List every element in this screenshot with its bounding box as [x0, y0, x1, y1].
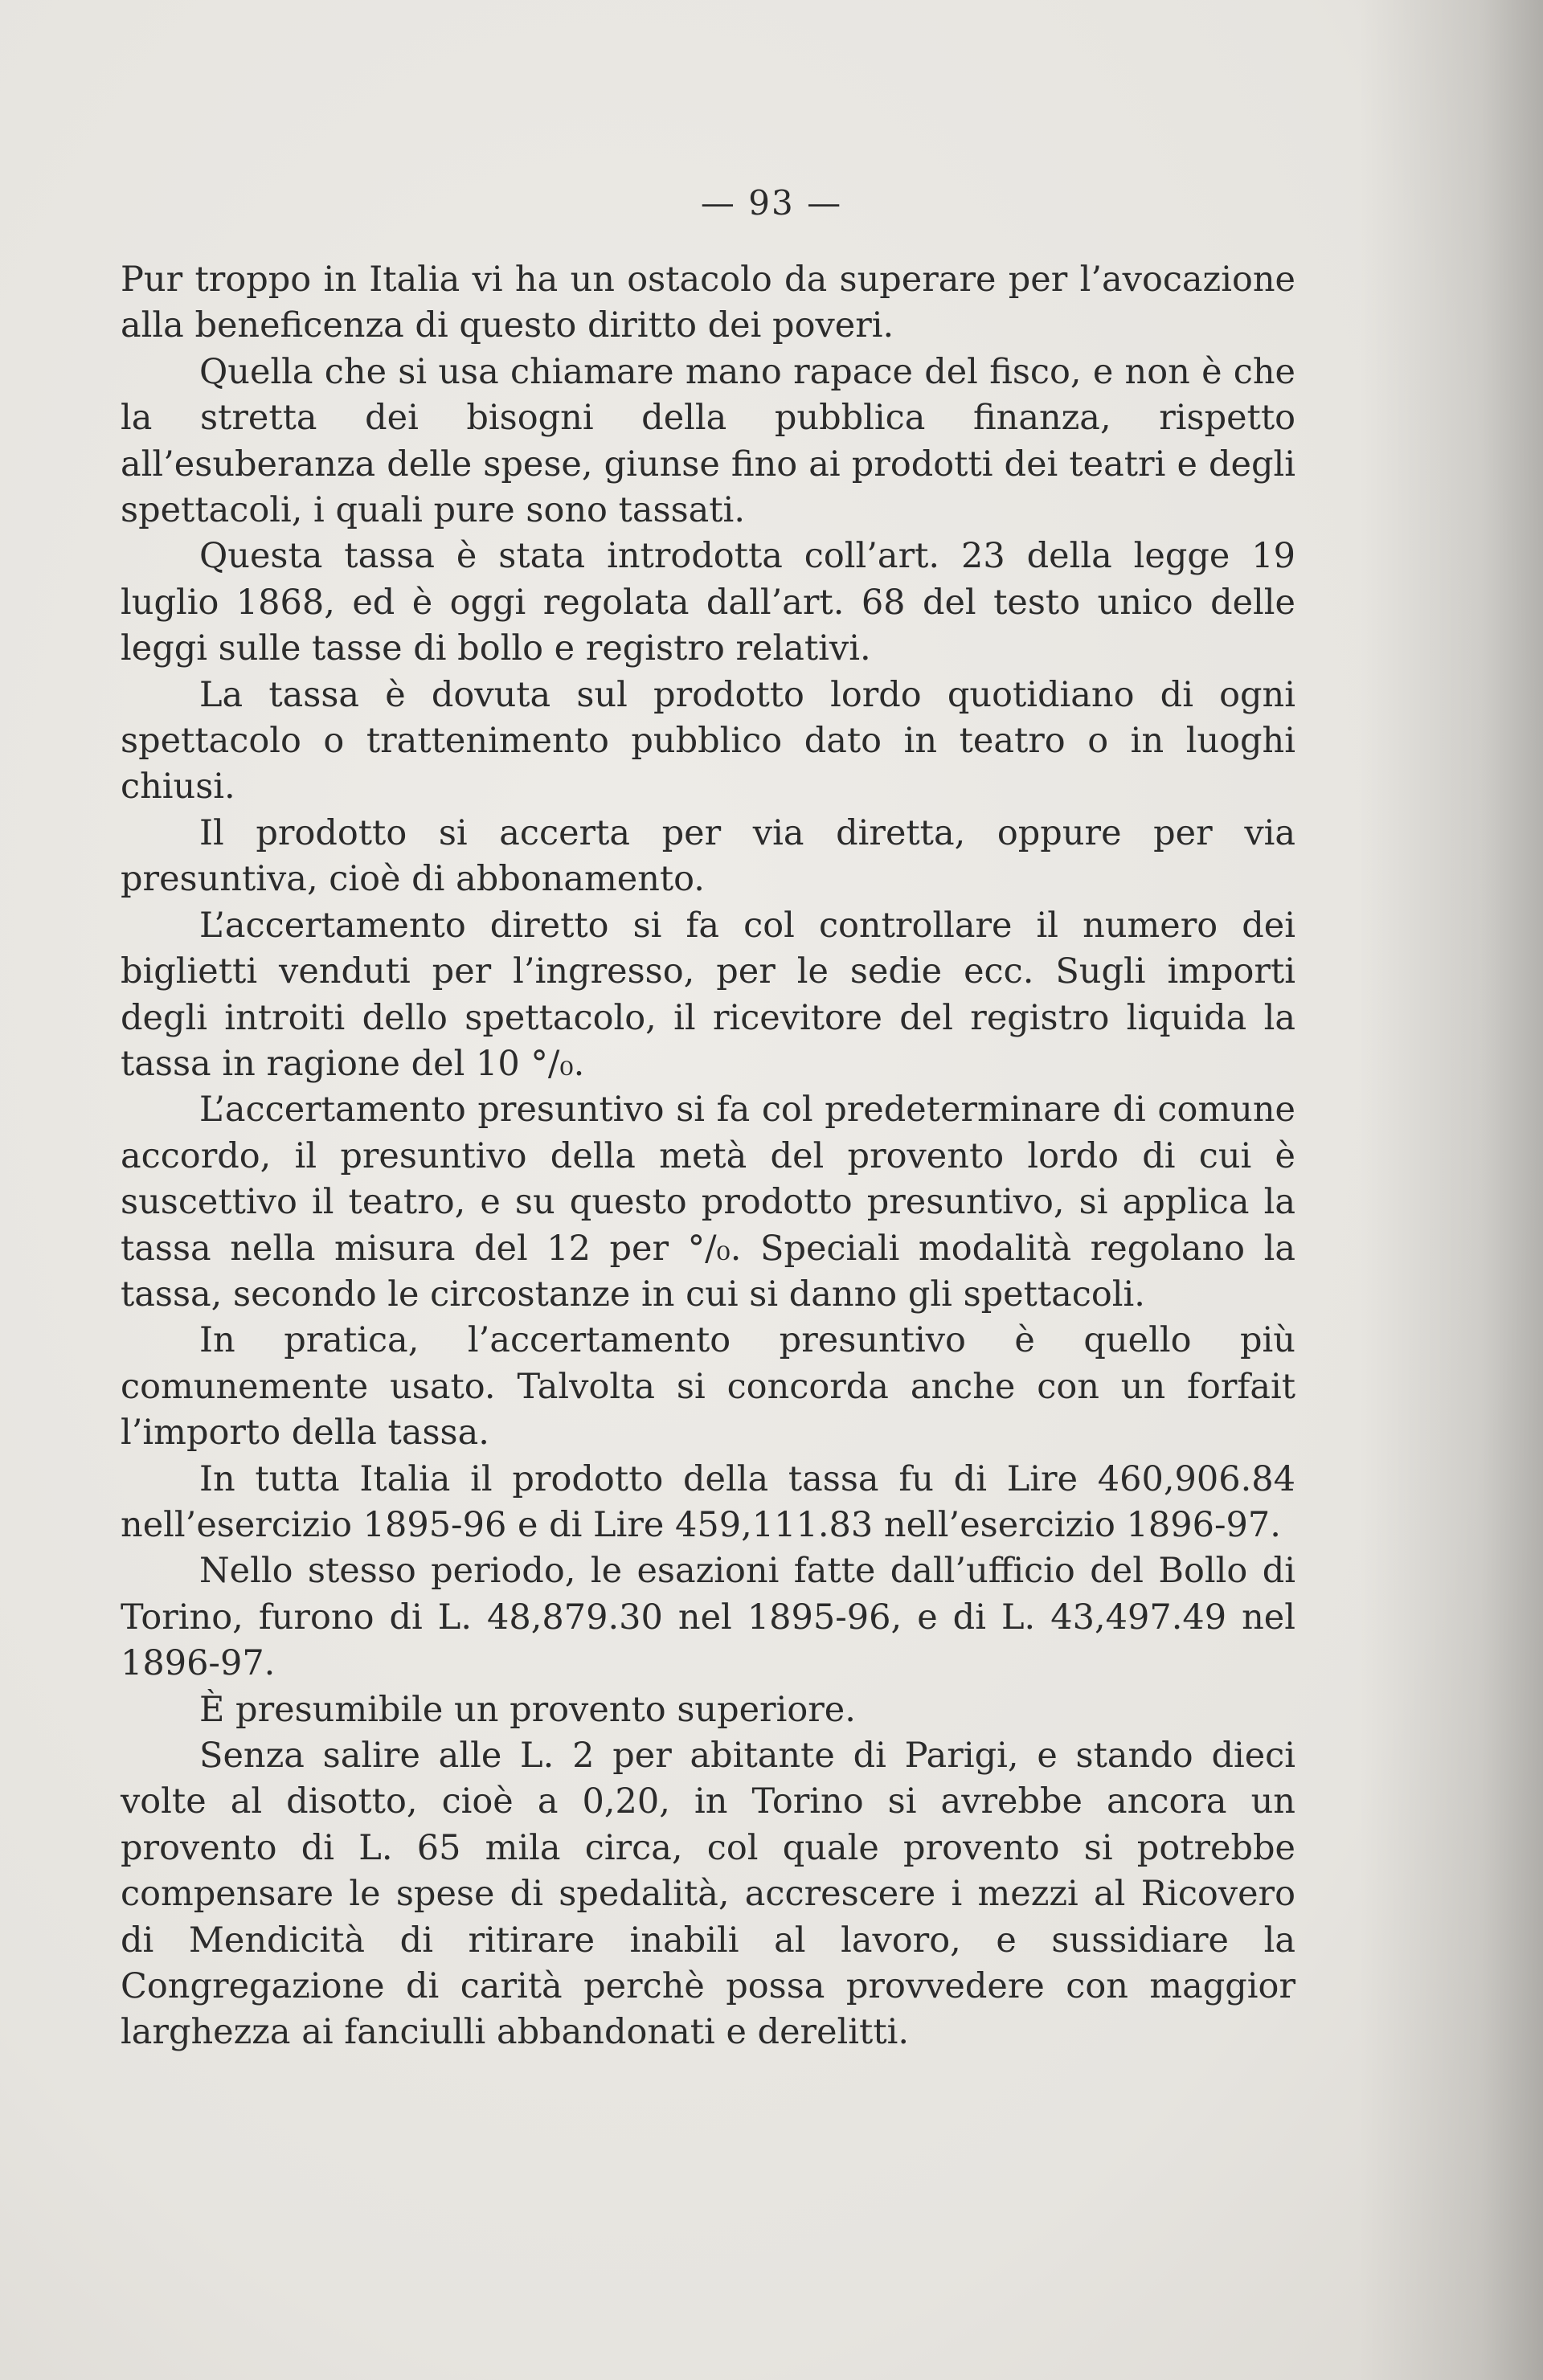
paragraph-11: È presumibile un provento superiore. — [199, 1689, 856, 1730]
paragraph-10: Nello stesso periodo, le esazioni fatte dall’ufficio del Bollo di Torino, furono di L. 48,879.30 nel 1895-96, e di L. 43,497.49 nel 1896-97. — [121, 1551, 1295, 1684]
paragraph-1: Pur troppo in Italia vi ha un ostacolo da superare per l’avocazione alla beneficenza di questo diritto dei poveri. — [121, 260, 1295, 346]
paragraph-2: Quella che si usa chiamare mano rapace del fisco, e non è che la stretta dei bisogni della pubblica finanza, rispetto all’esuberanza delle spese, giunse fino ai prodotti dei teatri e degli spettacoli, i quali pure sono tassati. — [121, 351, 1295, 531]
paragraph-3: Questa tassa è stata introdotta coll’art. 23 della legge 19 luglio 1868, ed è oggi regolata dall’art. 68 del testo unico delle leggi sulle tasse di bollo e registro relativi. — [121, 536, 1295, 669]
paragraph-8: In pratica, l’accertamento presuntivo è quello più comunemente usato. Talvolta si concorda anche con un forfait l’importo della tassa. — [121, 1320, 1295, 1454]
paragraph-4: La tassa è dovuta sul prodotto lordo quotidiano di ogni spettacolo o trattenimento pubblico dato in teatro o in luoghi chiusi. — [121, 674, 1295, 808]
paragraph-9: In tutta Italia il prodotto della tassa fu di Lire 460,906.84 nell’esercizio 1895-96 e di Lire 459,111.83 nell’esercizio 1896-97. — [121, 1458, 1295, 1545]
paragraph-6: L’accertamento diretto si fa col controllare il numero dei biglietti venduti per l’ingresso, per le sedie ecc. Sugli importi degli introiti dello spettacolo, il ricevitore del registro liquida la tassa in ragione del 10 °/₀. — [121, 905, 1295, 1084]
paragraph-12: Senza salire alle L. 2 per abitante di Parigi, e stando dieci volte al disotto, cioè a 0,20, in Torino si avrebbe ancora un provento di L. 65 mila circa, col quale provento si potrebbe compensare le spese di spedalità, accrescere i mezzi al Ricovero di Mendicità di ritirare inabili al lavoro, e sussidiare la Congregazione di carità perchè possa provvedere con maggior larghezza ai fanciulli abbandonati e derelitti. — [121, 1736, 1295, 2053]
paragraph-5: Il prodotto si accerta per via diretta, oppure per via presuntiva, cioè di abbonamento. — [121, 812, 1295, 900]
paragraph-7: L’accertamento presuntivo si fa col predeterminare di comune accordo, il presuntivo della metà del provento lordo di cui è suscettivo il teatro, e su questo prodotto presuntivo, si applica la tassa nella misura del 12 per °/₀. Speciali modalità regolano la tassa, secondo le circostanze in cui si danno gli spettacoli. — [121, 1090, 1295, 1315]
text-body — [121, 257, 1295, 2056]
page-number: — 93 — — [700, 183, 843, 223]
